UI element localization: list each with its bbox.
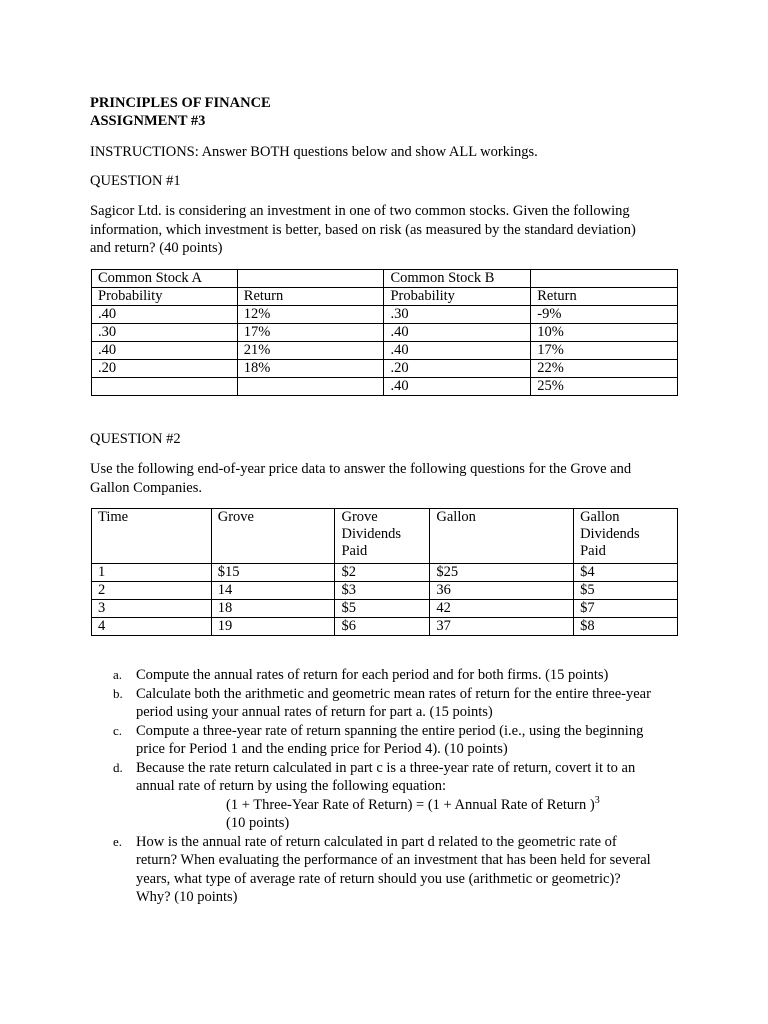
header-line: Gallon xyxy=(436,509,476,525)
table-header-cell xyxy=(92,509,212,564)
table-header-cell xyxy=(335,509,430,564)
table-cell: $5 xyxy=(574,582,678,600)
header-line: Paid xyxy=(580,543,606,559)
table-cell: Common Stock B xyxy=(384,270,531,288)
table-row xyxy=(92,342,678,360)
text-line: Use the following end-of-year price data to answer the following questions for the Grove and xyxy=(90,461,632,477)
price-table xyxy=(91,508,678,636)
item-line: Because the rate return calculated in part c is a three-year rate of return, covert it to an xyxy=(136,759,636,776)
item-line: Why? (10 points) xyxy=(136,889,238,905)
item-letter: b. xyxy=(113,685,123,701)
instructions-text: INSTRUCTIONS: Answer BOTH questions below and show ALL workings. xyxy=(90,144,538,160)
table-cell: 36 xyxy=(430,582,574,600)
item-line: period using your annual rates of return for part a. (15 points) xyxy=(136,704,493,720)
item-letter: a. xyxy=(113,667,123,682)
header-line: Dividends xyxy=(341,526,402,542)
text-line: Gallon Companies. xyxy=(90,479,202,496)
table-cell: 22% xyxy=(531,360,678,378)
item-line: Compute a three-year rate of return spanning the entire period (i.e., using the beginning xyxy=(136,722,644,739)
item-letter: c. xyxy=(113,722,123,738)
equation-text: (1 + Three-Year Rate of Return) = (1 + Annual Rate of Return ) xyxy=(226,796,595,813)
text-line: information, which investment is better, based on risk (as measured by the standard deviation) xyxy=(90,221,636,238)
assignment-title: ASSIGNMENT #3 xyxy=(90,113,206,129)
table-cell: 19 xyxy=(211,618,335,636)
table-cell: 21% xyxy=(237,342,384,360)
table-cell xyxy=(237,378,384,396)
table-row xyxy=(92,270,678,288)
table-cell: .40 xyxy=(384,378,531,396)
table-row xyxy=(92,582,678,600)
table-cell: $15 xyxy=(211,564,335,582)
header-line: Time xyxy=(98,509,129,525)
table-cell xyxy=(92,378,238,396)
table-cell: .20 xyxy=(92,360,238,378)
table-cell: $5 xyxy=(335,600,430,618)
stock-table xyxy=(91,269,678,396)
table-header-cell xyxy=(430,509,574,564)
table-row xyxy=(92,288,678,306)
table-cell: 12% xyxy=(237,306,384,324)
table-cell: -9% xyxy=(531,306,678,324)
table-cell: .20 xyxy=(384,360,531,378)
table-cell: .30 xyxy=(384,306,531,324)
table-cell: $2 xyxy=(335,564,430,582)
equation-exponent: 3 xyxy=(594,794,600,806)
table-row xyxy=(92,306,678,324)
table-cell: .40 xyxy=(92,342,238,360)
table-cell: $25 xyxy=(430,564,574,582)
table-cell: .30 xyxy=(92,324,238,342)
table-row xyxy=(92,378,678,396)
table-cell: $3 xyxy=(335,582,430,600)
list-item xyxy=(113,685,683,722)
table-row xyxy=(92,509,678,564)
text-line: Sagicor Ltd. is considering an investment in one of two common stocks. Given the following xyxy=(90,203,630,219)
table-header-cell xyxy=(574,509,678,564)
table-cell: 10% xyxy=(531,324,678,342)
table-cell: 18% xyxy=(237,360,384,378)
table-row xyxy=(92,324,678,342)
list-item xyxy=(113,722,683,759)
table-cell: Probability xyxy=(92,288,238,306)
table-row xyxy=(92,564,678,582)
table-row xyxy=(92,360,678,378)
table-cell: Return xyxy=(531,288,678,306)
item-line: How is the annual rate of return calculated in part d related to the geometric rate of xyxy=(136,833,617,850)
table-cell: 17% xyxy=(237,324,384,342)
table-cell: 18 xyxy=(211,600,335,618)
table-cell: 37 xyxy=(430,618,574,636)
table-cell: Probability xyxy=(384,288,531,306)
table-cell: $8 xyxy=(574,618,678,636)
item-line: return? When evaluating the performance of an investment that has been held for several xyxy=(136,852,651,868)
item-line: Compute the annual rates of return for each period and for both firms. (15 points) xyxy=(136,667,609,683)
table-cell: .40 xyxy=(92,306,238,324)
table-cell: 4 xyxy=(92,618,212,636)
item-line: annual rate of return by using the following equation: xyxy=(136,778,447,794)
text-line: and return? (40 points) xyxy=(90,240,223,256)
equation xyxy=(136,796,683,815)
list-item xyxy=(113,833,683,907)
item-letter: d. xyxy=(113,759,123,775)
table-cell: 42 xyxy=(430,600,574,618)
table-row xyxy=(92,600,678,618)
table-header-cell xyxy=(211,509,335,564)
question-2-text xyxy=(90,460,690,497)
table-cell: 17% xyxy=(531,342,678,360)
list-item xyxy=(113,759,683,833)
header-line: Dividends xyxy=(580,526,640,542)
table-cell: 1 xyxy=(92,564,212,582)
question-1-heading: QUESTION #1 xyxy=(90,173,181,189)
item-letter: e. xyxy=(113,833,123,849)
equation-points: (10 points) xyxy=(226,815,290,831)
question-2-heading: QUESTION #2 xyxy=(90,431,181,447)
table-cell: $7 xyxy=(574,600,678,618)
table-cell: Return xyxy=(237,288,384,306)
table-cell: 3 xyxy=(92,600,212,618)
item-line: Calculate both the arithmetic and geometric mean rates of return for the entire three-year xyxy=(136,685,651,702)
course-title: PRINCIPLES OF FINANCE xyxy=(90,95,271,111)
table-cell: 25% xyxy=(531,378,678,396)
header-line: Gallon xyxy=(580,509,620,525)
header-line: Grove xyxy=(217,509,254,525)
table-row xyxy=(92,618,678,636)
table-cell: $4 xyxy=(574,564,678,582)
header-line: Paid xyxy=(341,543,368,559)
item-line: price for Period 1 and the ending price for Period 4). (10 points) xyxy=(136,741,508,757)
table-cell xyxy=(531,270,678,288)
table-cell: $6 xyxy=(335,618,430,636)
item-line: years, what type of average rate of return should you use (arithmetic or geometric)? xyxy=(136,870,621,887)
question-1-text xyxy=(90,202,690,258)
table-cell: .40 xyxy=(384,324,531,342)
table-cell: .40 xyxy=(384,342,531,360)
table-cell xyxy=(237,270,384,288)
header-line: Grove xyxy=(341,509,378,525)
table-cell: Common Stock A xyxy=(92,270,238,288)
question-2-items xyxy=(113,666,683,907)
table-cell: 2 xyxy=(92,582,212,600)
list-item xyxy=(113,666,683,685)
table-cell: 14 xyxy=(211,582,335,600)
